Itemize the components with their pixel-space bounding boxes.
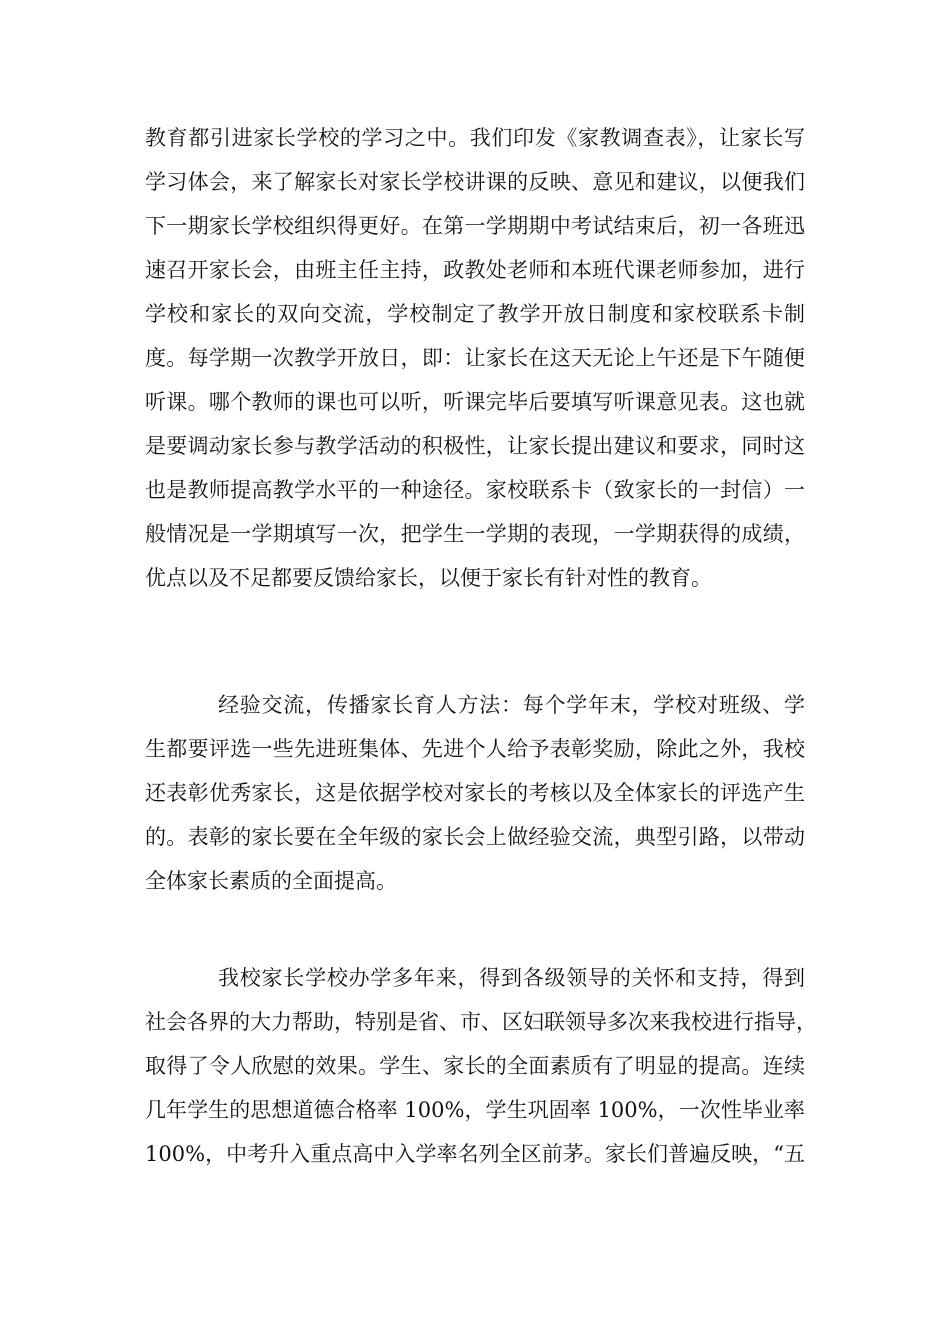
paragraph-school-achievements — [145, 956, 817, 1176]
text-line: 社会各界的大力帮助，特别是省、市、区妇联领导多次来我校进行指导， — [145, 1010, 817, 1034]
paragraph-parent-school-activities — [145, 116, 805, 600]
text-line: 生都要评选一些先进班集体、先进个人给予表彰奖励，除此之外，我校 — [145, 737, 805, 761]
text-line: 优点以及不足都要反馈给家长，以便于家长有针对性的教育。 — [145, 566, 712, 590]
text-line: 学校和家长的双向交流，学校制定了教学开放日制度和家校联系卡制 — [145, 302, 805, 326]
text-line: 教育都引进家长学校的学习之中。我们印发《家教调查表》，让家长写 — [145, 126, 805, 150]
text-line: 听课。哪个教师的课也可以听，听课完毕后要填写听课意见表。这也就 — [145, 390, 805, 414]
text-line: 全体家长素质的全面提高。 — [145, 869, 397, 893]
text-line: 我校家长学校办学多年来，得到各级领导的关怀和支持，得到 — [218, 966, 805, 990]
text-line: 速召开家长会，由班主任主持，政教处老师和本班代课老师参加，进行 — [145, 258, 805, 282]
text-line: 学习体会，来了解家长对家长学校讲课的反映、意见和建议，以便我们 — [145, 170, 805, 194]
text-line: 也是教师提高教学水平的一种途径。家校联系卡（致家长的一封信）一 — [145, 478, 805, 502]
text-line: 100%，中考升入重点高中入学率名列全区前茅。家长们普遍反映，“五 — [145, 1142, 805, 1166]
text-line: 度。每学期一次教学开放日，即：让家长在这天无论上午还是下午随便 — [145, 346, 805, 370]
text-line: 几年学生的思想道德合格率 100%，学生巩固率 100%，一次性毕业率 — [145, 1098, 805, 1122]
text-line: 下一期家长学校组织得更好。在第一学期期中考试结束后，初一各班迅 — [145, 214, 805, 238]
text-line: 般情况是一学期填写一次，把学生一学期的表现，一学期获得的成绩， — [145, 522, 805, 546]
paragraph-experience-exchange — [145, 683, 805, 903]
text-line: 还表彰优秀家长，这是依据学校对家长的考核以及全体家长的评选产生 — [145, 781, 805, 805]
text-line: 是要调动家长参与教学活动的积极性，让家长提出建议和要求，同时这 — [145, 434, 805, 458]
text-line: 经验交流，传播家长育人方法：每个学年末，学校对班级、学 — [218, 693, 805, 717]
text-line: 的。表彰的家长要在全年级的家长会上做经验交流，典型引路，以带动 — [145, 825, 805, 849]
text-line: 取得了令人欣慰的效果。学生、家长的全面素质有了明显的提高。连续 — [145, 1054, 805, 1078]
